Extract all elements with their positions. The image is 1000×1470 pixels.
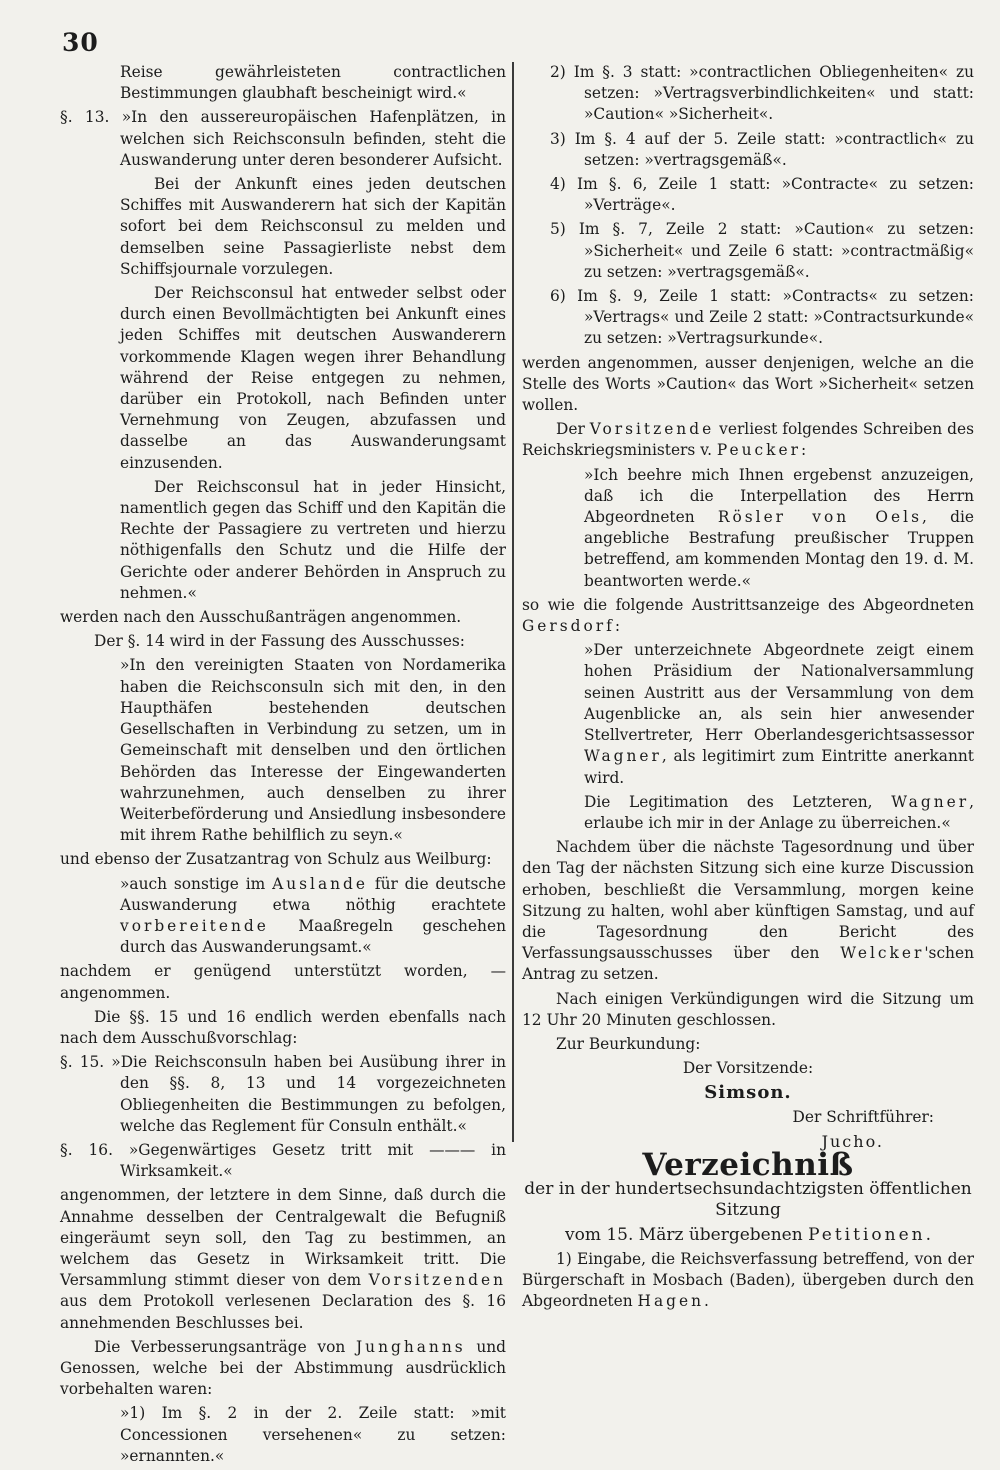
paragraph: [522, 837, 974, 985]
right-column: [522, 62, 974, 1315]
text-run: , als legitimirt zum Eintritte anerkannt wird.: [584, 747, 974, 787]
section-title: Verzeichniß: [642, 1146, 854, 1183]
quoted-paragraph: »In den vereinigten Staaten von Nordamerika haben die Reichsconsuln sich mit den, in den Haupthäfen bestehenden deutschen Gesellschaften in Verbindung zu setzen, um in Gemeinschaft mit denselben und den örtlichen Behörden das Interesse der Eingewanderten wahrzunehmen, auch denselben zu ihrer Weiterbeförderung und Ansiedlung insbesondere mit ihrem Rathe behilflich zu seyn.«: [120, 656, 506, 845]
text-run: Nachdem über die nächste Tagesordnung und über den Tag der nächsten Sitzung sich eine kurze Discussion erhoben, beschließt die Versammlung, morgen keine Sitzung zu halten, wohl aber künftigen Samstag, und auf die Tagesordnung den Bericht des Verfassungsausschusses über den: [522, 838, 974, 963]
text-run: für die deutsche Auswanderung etwa nöthig erachtete: [120, 874, 506, 914]
list-item: 6) Im §. 9, Zeile 1 statt: »Contracts« zu setzen: »Vertrags« und Zeile 2 statt: »Contractsurkunde« zu setzen: »Vertragsurkunde«.: [550, 287, 974, 348]
paragraph: [60, 1337, 506, 1401]
spaced-text: Auslande: [272, 874, 369, 893]
text-run: Der: [556, 420, 590, 439]
spaced-text: Peucker: [716, 441, 801, 460]
text-run: :: [800, 441, 807, 460]
section-subtitle: [522, 1225, 974, 1246]
text-run: 1) Eingabe, die Reichsverfassung betreffend, von der Bürgerschaft in Mosbach (Baden), übergeben durch den Abgeordneten: [522, 1249, 974, 1311]
list-item: 2) Im §. 3 statt: »contractlichen Obliegenheiten« zu setzen: »Vertragsverbindlichkeiten« und statt: »Caution« »Sicherheit«.: [550, 63, 974, 124]
text-run: Die Legitimation des Letzteren,: [584, 792, 892, 811]
spaced-text: Rösler von Oels: [717, 508, 922, 527]
section-subtitle: der in der hundertsechsundachtzigsten öffentlichen Sitzung: [524, 1179, 972, 1221]
list-item: 4) Im §. 6, Zeile 1 statt: »Contracte« zu setzen: »Verträge«.: [550, 175, 974, 215]
secretary-label: Der Schriftführer:: [792, 1107, 934, 1126]
spaced-text: Gersdorf: [522, 617, 615, 636]
paragraph: Der Reichsconsul hat in jeder Hinsicht, namentlich gegen das Schiff und den Kapitän die Rechte der Passagiere zu vertreten und hierzu nöthigenfalls den Schutz und die Hilfe der Gerichte oder anderer Behörden in Anspruch zu nehmen.«: [120, 477, 506, 602]
spaced-text: Wagner: [891, 792, 970, 811]
text-run: »Der unterzeichnete Abgeordnete zeigt einem hohen Präsidium der Nationalversammlung seinen Austritt aus der Versammlung von dem Augenblicke an, als sein hier anwesender Stellvertreter, Herr Oberlandesgerichtsassessor: [584, 641, 974, 745]
spaced-text: vorbereitende: [120, 916, 269, 935]
spaced-text: Wagner: [584, 747, 662, 766]
text-run: .: [704, 1292, 709, 1311]
text-run: verliest folgendes Schreiben des Reichskriegsministers v.: [522, 420, 974, 460]
left-column: [60, 62, 506, 1470]
paragraph: Nach einigen Verkündigungen wird die Sitzung um 12 Uhr 20 Minuten geschlossen.: [522, 989, 974, 1029]
quoted-paragraph: [522, 792, 974, 834]
text-run: »Ich beehre mich Ihnen ergebenst anzuzeigen, daß ich die Interpellation des Herrn Abgeordneten: [584, 465, 974, 527]
column-divider: [512, 62, 514, 1142]
quoted-paragraph: [60, 874, 506, 959]
text-run: :: [614, 617, 621, 636]
text-run: Die Verbesserungsanträge von: [94, 1337, 356, 1356]
paragraph-section-15: §. 15. »Die Reichsconsuln haben bei Ausübung ihrer in den §§. 8, 13 und 14 vorgezeichneten Obliegenheiten die Bestimmungen zu befolgen, welche das Reglement für Consuln enthält.«: [60, 1053, 506, 1135]
paragraph: Bei der Ankunft eines jeden deutschen Schiffes mit Auswanderern hat sich der Kapitän sofort bei dem Reichsconsul zu melden und demselben seine Passagierliste nebst dem Schiffsjournale vorzulegen.: [120, 175, 506, 278]
text-run: .: [925, 1224, 931, 1245]
paragraph: [522, 419, 974, 461]
spaced-text: Vorsitzenden: [368, 1271, 506, 1290]
paragraph: und ebenso der Zusatzantrag von Schulz aus Weilburg:: [60, 850, 492, 869]
text-run: aus dem Protokoll verlesenen Declaration des §. 16 annehmenden Beschlusses bei.: [60, 1292, 506, 1332]
paragraph: Die §§. 15 und 16 endlich werden ebenfalls nach nach dem Ausschußvorschlag:: [60, 1007, 506, 1047]
paragraph: [522, 595, 974, 637]
paragraph: Der §. 14 wird in der Fassung des Ausschusses:: [94, 632, 465, 651]
spaced-text: Junghanns: [355, 1337, 466, 1356]
text-run: so wie die folgende Austrittsanzeige des Abgeordneten: [522, 595, 974, 614]
attestation-label: Zur Beurkundung:: [556, 1034, 701, 1053]
spaced-text: Vorsitzende: [589, 420, 715, 439]
text-run: vom 15. März übergebenen: [565, 1224, 809, 1245]
chair-label: Der Vorsitzende:: [682, 1059, 814, 1078]
list-item: 3) Im §. 4 auf der 5. Zeile statt: »contractlich« zu setzen: »vertragsgemäß«.: [550, 129, 974, 169]
paragraph: Der Reichsconsul hat entweder selbst oder durch einen Bevollmächtigten bei Ankunft eines jeden Schiffes mit deutschen Auswanderern vorkommende Klagen wegen ihrer Behandlung während der Reise entgegen zu nehmen, darüber ein Protokoll, nach Befinden unter Vernehmung von Zeugen, abzufassen und dasselbe an das Auswanderungsamt einzusenden.: [120, 284, 506, 472]
paragraph: Reise gewährleisteten contractlichen Bestimmungen glaubhaft bescheinigt wird.«: [120, 63, 506, 103]
text-run: , die angebliche Bestrafung preußischer Truppen betreffend, am kommenden Montag den 19. d. M. beantworten werde.«: [584, 508, 974, 590]
secretary-signature: Jucho.: [821, 1131, 884, 1151]
paragraph: [60, 1185, 506, 1333]
spaced-text: Hagen: [637, 1292, 705, 1311]
paragraph: werden nach den Ausschußanträgen angenommen.: [60, 608, 462, 627]
text-run: »auch sonstige im: [120, 874, 273, 893]
paragraph: werden angenommen, ausser denjenigen, welche an die Stelle des Worts »Caution« das Wort »Sicherheit« setzen wollen.: [522, 353, 974, 415]
page-number: 30: [62, 28, 99, 57]
quoted-paragraph: »1) Im §. 2 in der 2. Zeile statt: »mit Concessionen versehenen« zu setzen: »ernannten.«: [120, 1404, 506, 1465]
text-run: Maaßregeln geschehen durch das Auswanderungsamt.«: [120, 916, 506, 957]
paragraph: nachdem er genügend unterstützt worden, — angenommen.: [60, 962, 506, 1002]
chair-signature: Simson.: [704, 1082, 792, 1104]
text-run: 'schen Antrag zu setzen.: [522, 944, 974, 984]
quoted-paragraph: [522, 640, 974, 788]
petition-entry: [522, 1249, 974, 1313]
spaced-text: Welcker: [840, 944, 925, 963]
text-run: , erlaube ich mir in der Anlage zu überreichen.«: [584, 792, 974, 832]
paragraph-section-13: §. 13. »In den aussereuropäischen Hafenplätzen, in welchen sich Reichsconsuln befinden, steht die Auswanderung unter deren besonderer Aufsicht.: [60, 108, 506, 169]
text-run: und Genossen, welche bei der Abstimmung ausdrücklich vorbehalten waren:: [60, 1337, 506, 1399]
spaced-text: Petitionen: [808, 1224, 926, 1245]
paragraph-section-16: §. 16. »Gegenwärtiges Gesetz tritt mit ——— in Wirksamkeit.«: [60, 1140, 506, 1181]
list-item: 5) Im §. 7, Zeile 2 statt: »Caution« zu setzen: »Sicherheit« und Zeile 6 statt: »contractmäßig« zu setzen: »vertragsgemäß«.: [550, 220, 974, 281]
text-run: angenommen, der letztere in dem Sinne, daß durch die Annahme desselben der Centralgewalt die Befugniß eingeräumt seyn soll, den Tag zu bestimmen, an welchem das Gesetz in Wirksamkeit tritt. Die Versammlung stimmt dieser von dem: [60, 1186, 506, 1290]
quoted-paragraph: [522, 465, 974, 592]
